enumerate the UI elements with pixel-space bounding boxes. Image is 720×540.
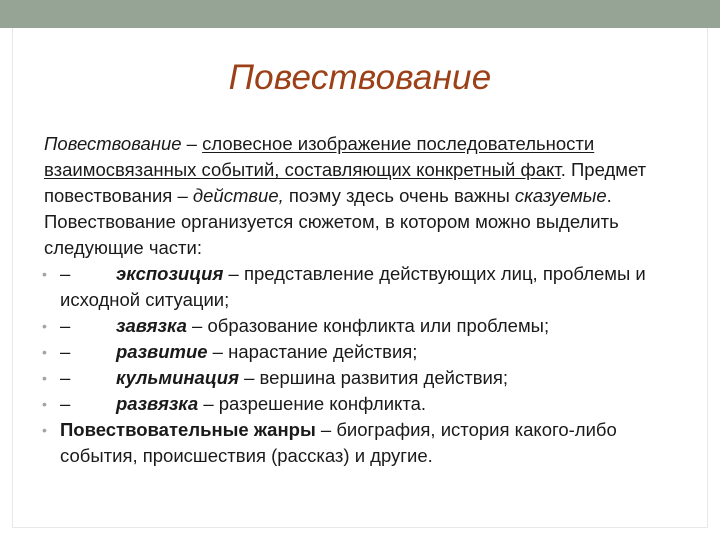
intro-term: Повествование [44, 133, 182, 154]
bullet-icon: • [42, 422, 47, 438]
intro-paragraph [44, 131, 684, 209]
slide-title: Повествование [228, 58, 492, 97]
part-dash: – [60, 315, 71, 336]
top-bar [0, 0, 720, 28]
intro-sep: – [181, 133, 203, 154]
intro-line2: Повествование организуется сюжетом, в котором можно выделить следующие части: [44, 211, 619, 258]
bullet-icon: • [42, 266, 47, 282]
part-dash: – [60, 341, 71, 362]
part-dash: – [60, 393, 71, 414]
part-term: развязка [116, 393, 199, 414]
intro-predicates: сказуемые [514, 185, 607, 206]
genres-term: Повествовательные жанры [60, 419, 316, 440]
intro-end: . [606, 185, 612, 206]
intro-mid: поэму здесь очень важны [283, 185, 515, 206]
part-dash: – [60, 263, 71, 284]
slide-content [44, 131, 684, 469]
intro-definition: словесное изображение последовательности взаимосвязанных событий, составляющих конкретный факт [44, 133, 595, 180]
list-item [44, 339, 684, 365]
part-desc: – образование конфликта или проблемы; [186, 315, 550, 336]
part-desc: – разрешение конфликта. [198, 393, 427, 414]
part-term: кульминация [116, 367, 239, 388]
part-desc: – вершина развития действия; [238, 367, 509, 388]
list-item [44, 261, 684, 313]
part-desc: – нарастание действия; [207, 341, 418, 362]
list-item [44, 365, 684, 391]
genres-desc: – биография, история какого-либо события, происшествия (рассказ) и другие. [60, 419, 617, 466]
bullet-icon: • [42, 396, 47, 412]
intro-subject: действие, [192, 185, 284, 206]
part-dash: – [60, 367, 71, 388]
list-item [44, 417, 684, 469]
parts-list [44, 261, 684, 469]
part-term: экспозиция [116, 263, 224, 284]
intro-after-definition: . Предмет повествования – [44, 159, 647, 206]
part-term: развитие [116, 341, 208, 362]
bullet-icon: • [42, 344, 47, 360]
part-desc: – представление действующих лиц, проблемы и исходной ситуации; [60, 263, 646, 310]
list-item [44, 391, 684, 417]
bullet-icon: • [42, 318, 47, 334]
bullet-icon: • [42, 370, 47, 386]
list-item [44, 313, 684, 339]
part-term: завязка [116, 315, 187, 336]
